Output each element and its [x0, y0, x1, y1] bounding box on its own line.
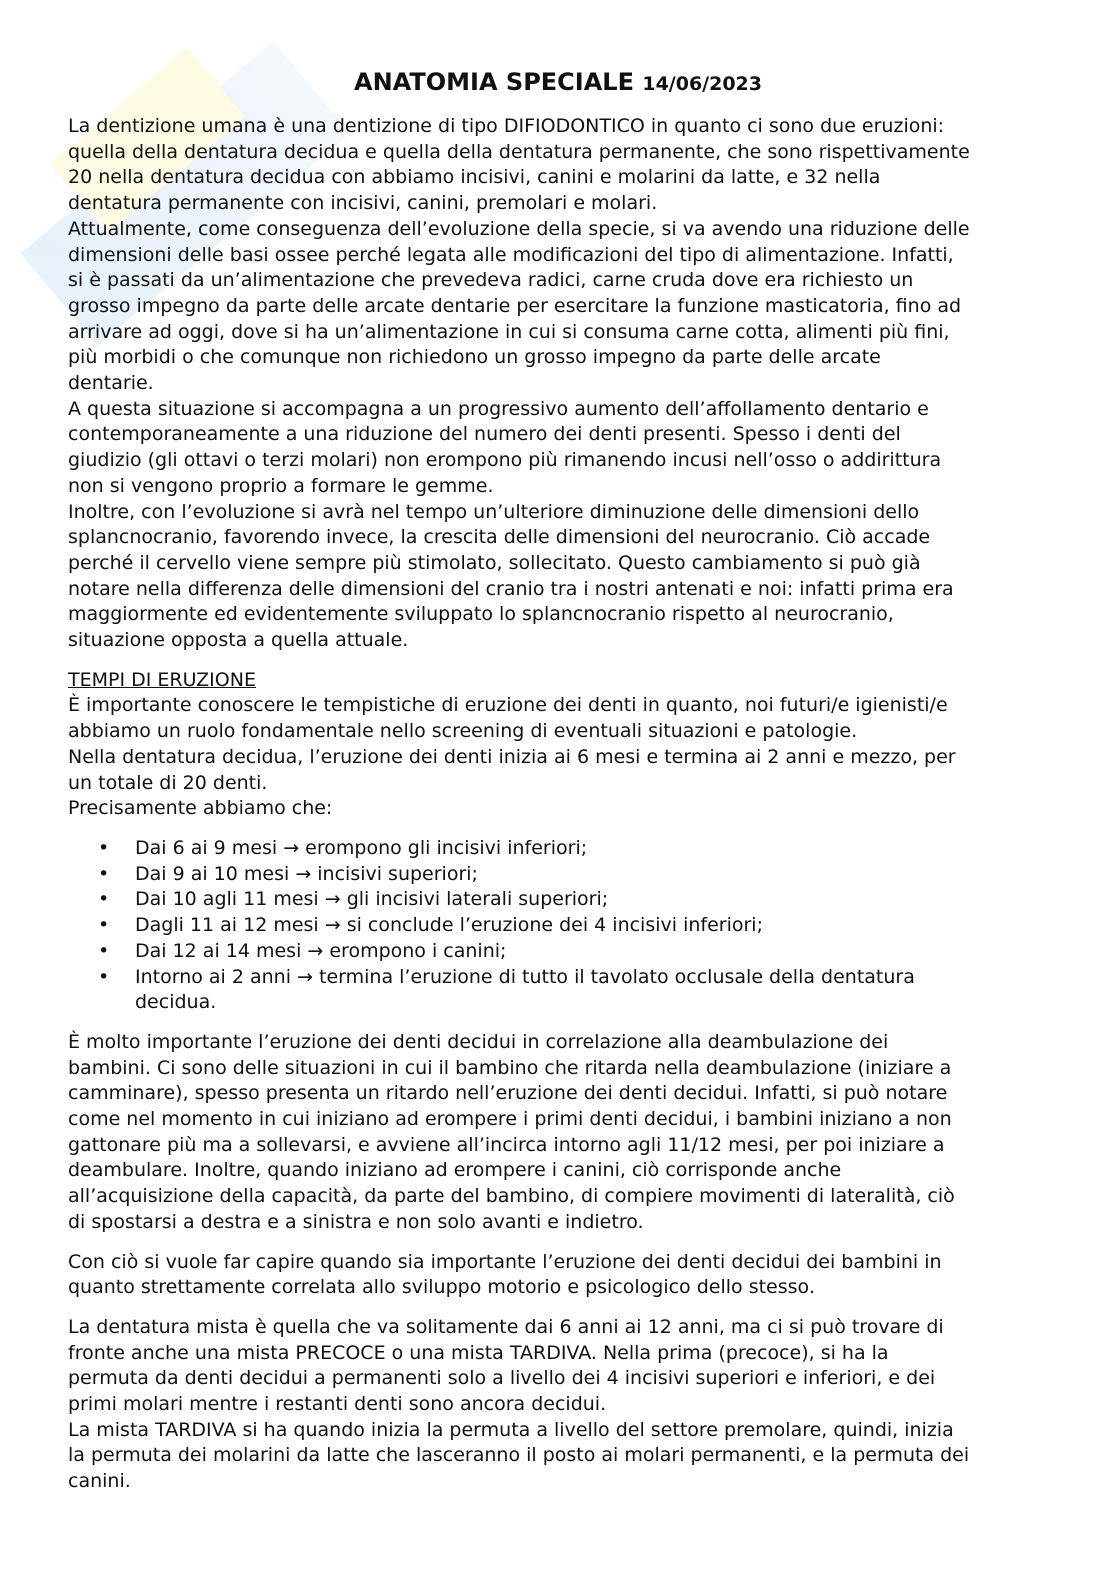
paragraph: [68, 745, 1058, 796]
text-line: deambulare. Inoltre, quando iniziano ad erompere i canini, ciò corrisponde anche: [68, 1159, 842, 1182]
text-line: È molto importante l’eruzione dei denti decidui in correlazione alla deambulazione dei: [68, 1030, 889, 1053]
text-line: notare nella differenza delle dimensioni del cranio tra i nostri antenati e noi: infatti prima era: [68, 577, 954, 600]
text-line: più morbidi o che comunque non richiedono un grosso impegno da parte delle arcate: [68, 346, 881, 369]
text-line: La mista TARDIVA si ha quando inizia la permuta a livello del settore premolare, quindi, inizia: [68, 1418, 954, 1441]
eruption-intro: [68, 693, 1058, 822]
list-item: [68, 887, 1058, 913]
text-line: un totale di 20 denti.: [68, 771, 268, 794]
text-line: Dai 12 ai 14 mesi → erompono i canini;: [135, 939, 507, 962]
paragraph: [68, 1030, 1058, 1236]
paragraph: [68, 796, 1058, 822]
text-line: dentatura permanente con incisivi, canini, premolari e molari.: [68, 192, 658, 215]
text-line: contemporaneamente a una riduzione del numero dei denti presenti. Spesso i denti del: [68, 423, 901, 446]
text-line: giudizio (gli ottavi o terzi molari) non erompono più rimanendo incusi nell’osso o addirittura: [68, 449, 942, 472]
page-title: [0, 68, 1116, 96]
text-line: La dentizione umana è una dentizione di tipo DIFIODONTICO in quanto ci sono due eruzioni:: [68, 115, 945, 137]
text-line: non si vengono proprio a formare le gemme.: [68, 474, 494, 497]
paragraph: [68, 1250, 1058, 1301]
paragraph: [68, 217, 1058, 397]
text-line: Dagli 11 ai 12 mesi → si conclude l’eruzione dei 4 incisivi inferiori;: [135, 914, 763, 937]
list-item: [68, 939, 1058, 965]
eruption-list: [68, 836, 1058, 1016]
text-line: maggiormente ed evidentemente sviluppato lo splancnocranio rispetto al neurocranio,: [68, 603, 894, 626]
text-line: Intorno ai 2 anni → termina l’eruzione di tutto il tavolato occlusale della dentatura: [135, 965, 915, 988]
text-line: Inoltre, con l’evoluzione si avrà nel tempo un’ulteriore diminuzione delle dimensioni dello: [68, 500, 920, 523]
text-line: quella della dentatura decidua e quella della dentatura permanente, che sono rispettivamente: [68, 140, 970, 163]
text-line: quanto strettamente correlata allo sviluppo motorio e psicologico dello stesso.: [68, 1276, 815, 1299]
text-line: decidua.: [135, 991, 217, 1014]
text-line: Dai 6 ai 9 mesi → erompono gli incisivi inferiori;: [135, 836, 588, 859]
text-line: A questa situazione si accompagna a un progressivo aumento dell’affollamento dentario e: [68, 397, 929, 420]
text-line: gattonare più ma a sollevarsi, e avviene all’incirca intorno agli 11/12 mesi, per poi iniziare a: [68, 1133, 945, 1156]
text-line: Attualmente, come conseguenza dell’evoluzione della specie, si va avendo una riduzione delle: [68, 217, 970, 240]
text-line: la permuta dei molarini da latte che lasceranno il posto ai molari permanenti, e la permuta dei: [68, 1444, 970, 1467]
text-line: È importante conoscere le tempistiche di eruzione dei denti in quanto, noi futuri/e igienisti/e: [68, 694, 948, 717]
text-line: di spostarsi a destra e a sinistra e non solo avanti e indietro.: [68, 1210, 644, 1233]
text-line: permuta da denti decidui a permanenti solo a livello dei 4 incisivi superiori e inferiori, e dei: [68, 1367, 936, 1390]
bullet-icon: •: [98, 862, 110, 885]
document-body: [68, 114, 1058, 1495]
text-line: primi molari mentre i restanti denti sono ancora decidui.: [68, 1393, 607, 1416]
bullet-icon: •: [98, 914, 110, 937]
list-item: [68, 862, 1058, 888]
text-line: La dentatura mista è quella che va solitamente dai 6 anni ai 12 anni, ma ci si può trovare di: [68, 1315, 944, 1338]
text-line: Dai 10 agli 11 mesi → gli incisivi laterali superiori;: [135, 888, 609, 911]
bullet-icon: •: [98, 836, 110, 859]
eruption-discussion: [68, 1030, 1058, 1495]
list-item: [68, 836, 1058, 862]
text-line: bambini. Ci sono delle situazioni in cui il bambino che ritarda nella deambulazione (iniziare a: [68, 1056, 952, 1079]
text-line: grosso impegno da parte delle arcate dentarie per esercitare la funzione masticatoria, fino ad: [68, 294, 962, 317]
text-line: canini.: [68, 1470, 131, 1493]
text-line: come nel momento in cui iniziano ad erompere i primi denti decidui, i bambini iniziano a non: [68, 1108, 952, 1131]
paragraph: [68, 1315, 1058, 1495]
text-line: perché il cervello viene sempre più stimolato, sollecitato. Questo cambiamento si può già: [68, 551, 921, 574]
bullet-icon: •: [98, 888, 110, 911]
section-heading: TEMPI DI ERUZIONE: [68, 668, 256, 691]
text-line: si è passati da un’alimentazione che prevedeva radici, carne cruda dove era richiesto un: [68, 269, 914, 292]
paragraph: [68, 114, 1058, 217]
text-line: arrivare ad oggi, dove si ha un’alimentazione in cui si consuma carne cotta, alimenti più fini,: [68, 320, 950, 343]
intro-section: [68, 114, 1058, 654]
paragraph: [68, 500, 1058, 654]
text-line: Precisamente abbiamo che:: [68, 797, 333, 820]
list-item: [68, 965, 1058, 1016]
text-line: Con ciò si vuole far capire quando sia importante l’eruzione dei denti decidui dei bambini in: [68, 1250, 942, 1273]
text-line: dimensioni delle basi ossee perché legata alle modificazioni del tipo di alimentazione. Infatti,: [68, 243, 954, 266]
text-line: Dai 9 ai 10 mesi → incisivi superiori;: [135, 862, 478, 885]
text-line: dentarie.: [68, 372, 154, 395]
text-line: 20 nella dentatura decidua con abbiamo incisivi, canini e molarini da latte, e 32 nella: [68, 166, 881, 189]
paragraph: [68, 397, 1058, 500]
title-date: 14/06/2023: [642, 73, 762, 95]
text-line: fronte anche una mista PRECOCE o una mista TARDIVA. Nella prima (precoce), si ha la: [68, 1341, 889, 1364]
bullet-icon: •: [98, 965, 110, 988]
text-line: camminare), spesso presenta un ritardo nell’eruzione dei denti decidui. Infatti, si può notare: [68, 1082, 948, 1105]
bullet-icon: •: [98, 939, 110, 962]
text-line: Nella dentatura decidua, l’eruzione dei denti inizia ai 6 mesi e termina ai 2 anni e mezzo, per: [68, 745, 956, 768]
text-line: all’acquisizione della capacità, da parte del bambino, di compiere movimenti di lateralità, ciò: [68, 1185, 955, 1208]
text-line: situazione opposta a quella attuale.: [68, 629, 409, 652]
title-text: ANATOMIA SPECIALE: [354, 68, 634, 96]
text-line: splancnocranio, favorendo invece, la crescita delle dimensioni del neurocranio. Ciò accade: [68, 526, 931, 549]
list-item: [68, 913, 1058, 939]
text-line: abbiamo un ruolo fondamentale nello screening di eventuali situazioni e patologie.: [68, 720, 858, 743]
paragraph: [68, 693, 1058, 744]
